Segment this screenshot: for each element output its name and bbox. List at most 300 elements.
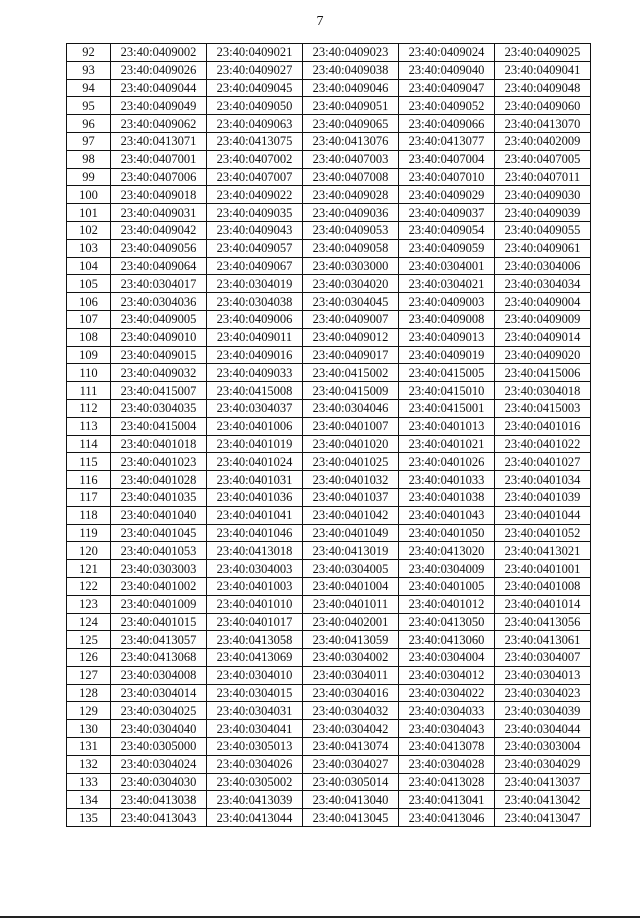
cadastral-code-cell: 23:40:0304038 <box>207 293 303 311</box>
cadastral-code-cell: 23:40:0409062 <box>111 115 207 133</box>
cadastral-code-cell: 23:40:0304013 <box>495 666 591 684</box>
cadastral-code-cell: 23:40:0409027 <box>207 61 303 79</box>
row-number-cell: 121 <box>67 560 111 578</box>
cadastral-code-cell: 23:40:0401045 <box>111 524 207 542</box>
row-number-cell: 127 <box>67 666 111 684</box>
cadastral-code-cell: 23:40:0401018 <box>111 435 207 453</box>
cadastral-code-cell: 23:40:0409007 <box>303 310 399 328</box>
row-number-cell: 125 <box>67 631 111 649</box>
table-row <box>67 186 591 204</box>
cadastral-code-cell: 23:40:0304029 <box>495 755 591 773</box>
row-number-cell: 102 <box>67 221 111 239</box>
cadastral-code-cell: 23:40:0413047 <box>495 809 591 827</box>
cadastral-code-cell: 23:40:0304043 <box>399 720 495 738</box>
cadastral-code-cell: 23:40:0409049 <box>111 97 207 115</box>
cadastral-code-cell: 23:40:0413058 <box>207 631 303 649</box>
cadastral-code-cell: 23:40:0401009 <box>111 595 207 613</box>
cadastral-code-cell: 23:40:0401007 <box>303 417 399 435</box>
cadastral-code-cell: 23:40:0305014 <box>303 773 399 791</box>
cadastral-code-cell: 23:40:0413021 <box>495 542 591 560</box>
table-row <box>67 738 591 756</box>
cadastral-code-cell: 23:40:0413059 <box>303 631 399 649</box>
cadastral-code-cell: 23:40:0304003 <box>207 560 303 578</box>
cadastral-code-cell: 23:40:0409011 <box>207 328 303 346</box>
cadastral-code-cell: 23:40:0409021 <box>207 44 303 62</box>
cadastral-code-cell: 23:40:0401001 <box>495 560 591 578</box>
cadastral-code-cell: 23:40:0304022 <box>399 684 495 702</box>
table-row <box>67 257 591 275</box>
cadastral-code-cell: 23:40:0415009 <box>303 382 399 400</box>
cadastral-code-cell: 23:40:0409042 <box>111 221 207 239</box>
cadastral-code-cell: 23:40:0304014 <box>111 684 207 702</box>
table-row <box>67 524 591 542</box>
cadastral-code-cell: 23:40:0413046 <box>399 809 495 827</box>
cadastral-code-cell: 23:40:0415001 <box>399 399 495 417</box>
table-row <box>67 471 591 489</box>
cadastral-code-cell: 23:40:0409015 <box>111 346 207 364</box>
cadastral-code-cell: 23:40:0407001 <box>111 150 207 168</box>
row-number-cell: 99 <box>67 168 111 186</box>
row-number-cell: 110 <box>67 364 111 382</box>
cadastral-code-cell: 23:40:0401005 <box>399 577 495 595</box>
cadastral-code-cell: 23:40:0409009 <box>495 310 591 328</box>
cadastral-code-cell: 23:40:0407008 <box>303 168 399 186</box>
cadastral-code-cell: 23:40:0413077 <box>399 132 495 150</box>
table-row <box>67 631 591 649</box>
table-row <box>67 382 591 400</box>
cadastral-code-cell: 23:40:0409020 <box>495 346 591 364</box>
cadastral-code-cell: 23:40:0409038 <box>303 61 399 79</box>
cadastral-code-cell: 23:40:0304026 <box>207 755 303 773</box>
cadastral-code-cell: 23:40:0305002 <box>207 773 303 791</box>
row-number-cell: 124 <box>67 613 111 631</box>
table-row <box>67 346 591 364</box>
cadastral-code-cell: 23:40:0409040 <box>399 61 495 79</box>
cadastral-code-cell: 23:40:0413069 <box>207 649 303 667</box>
cadastral-code-cell: 23:40:0409056 <box>111 239 207 257</box>
table-row <box>67 275 591 293</box>
cadastral-code-cell: 23:40:0413057 <box>111 631 207 649</box>
table-row <box>67 577 591 595</box>
cadastral-code-cell: 23:40:0415003 <box>495 399 591 417</box>
table-row <box>67 542 591 560</box>
row-number-cell: 111 <box>67 382 111 400</box>
row-number-cell: 101 <box>67 204 111 222</box>
table-row <box>67 684 591 702</box>
cadastral-code-cell: 23:40:0304031 <box>207 702 303 720</box>
cadastral-code-cell: 23:40:0409057 <box>207 239 303 257</box>
cadastral-code-cell: 23:40:0409052 <box>399 97 495 115</box>
cadastral-code-cell: 23:40:0413061 <box>495 631 591 649</box>
cadastral-code-cell: 23:40:0409036 <box>303 204 399 222</box>
table-row <box>67 453 591 471</box>
table-row <box>67 720 591 738</box>
cadastral-code-cell: 23:40:0409054 <box>399 221 495 239</box>
row-number-cell: 119 <box>67 524 111 542</box>
row-number-cell: 130 <box>67 720 111 738</box>
cadastral-code-cell: 23:40:0304027 <box>303 755 399 773</box>
cadastral-code-cell: 23:40:0413038 <box>111 791 207 809</box>
row-number-cell: 120 <box>67 542 111 560</box>
cadastral-code-cell: 23:40:0409047 <box>399 79 495 97</box>
cadastral-code-cell: 23:40:0401016 <box>495 417 591 435</box>
cadastral-code-cell: 23:40:0413043 <box>111 809 207 827</box>
cadastral-code-cell: 23:40:0402009 <box>495 132 591 150</box>
cadastral-code-cell: 23:40:0409055 <box>495 221 591 239</box>
row-number-cell: 135 <box>67 809 111 827</box>
row-number-cell: 106 <box>67 293 111 311</box>
cadastral-code-cell: 23:40:0401004 <box>303 577 399 595</box>
table-row <box>67 649 591 667</box>
cadastral-code-cell: 23:40:0401022 <box>495 435 591 453</box>
row-number-cell: 100 <box>67 186 111 204</box>
table-row <box>67 79 591 97</box>
cadastral-code-cell: 23:40:0304034 <box>495 275 591 293</box>
cadastral-code-cell: 23:40:0401038 <box>399 488 495 506</box>
row-number-cell: 122 <box>67 577 111 595</box>
row-number-cell: 108 <box>67 328 111 346</box>
cadastral-code-cell: 23:40:0413056 <box>495 613 591 631</box>
table-row <box>67 132 591 150</box>
cadastral-code-cell: 23:40:0304015 <box>207 684 303 702</box>
cadastral-code-cell: 23:40:0409058 <box>303 239 399 257</box>
cadastral-code-cell: 23:40:0304036 <box>111 293 207 311</box>
cadastral-code-cell: 23:40:0409053 <box>303 221 399 239</box>
cadastral-code-cell: 23:40:0409045 <box>207 79 303 97</box>
cadastral-code-cell: 23:40:0401050 <box>399 524 495 542</box>
cadastral-code-cell: 23:40:0409046 <box>303 79 399 97</box>
cadastral-code-cell: 23:40:0409006 <box>207 310 303 328</box>
cadastral-code-cell: 23:40:0407005 <box>495 150 591 168</box>
page-number: 7 <box>316 14 324 29</box>
cadastral-code-cell: 23:40:0409043 <box>207 221 303 239</box>
cadastral-code-cell: 23:40:0303003 <box>111 560 207 578</box>
table-row <box>67 595 591 613</box>
cadastral-code-cell: 23:40:0304042 <box>303 720 399 738</box>
cadastral-code-cell: 23:40:0409041 <box>495 61 591 79</box>
cadastral-code-cell: 23:40:0303000 <box>303 257 399 275</box>
row-number-cell: 131 <box>67 738 111 756</box>
table-row <box>67 560 591 578</box>
cadastral-code-cell: 23:40:0409039 <box>495 204 591 222</box>
row-number-cell: 123 <box>67 595 111 613</box>
cadastral-code-cell: 23:40:0304016 <box>303 684 399 702</box>
row-number-cell: 133 <box>67 773 111 791</box>
table-row <box>67 506 591 524</box>
row-number-cell: 96 <box>67 115 111 133</box>
cadastral-code-cell: 23:40:0407006 <box>111 168 207 186</box>
cadastral-code-cell: 23:40:0401037 <box>303 488 399 506</box>
row-number-cell: 115 <box>67 453 111 471</box>
table-row <box>67 150 591 168</box>
table-row <box>67 115 591 133</box>
cadastral-code-cell: 23:40:0415004 <box>111 417 207 435</box>
cadastral-code-cell: 23:40:0409026 <box>111 61 207 79</box>
cadastral-code-cell: 23:40:0409017 <box>303 346 399 364</box>
cadastral-code-cell: 23:40:0304002 <box>303 649 399 667</box>
cadastral-code-cell: 23:40:0409051 <box>303 97 399 115</box>
cadastral-code-cell: 23:40:0401023 <box>111 453 207 471</box>
cadastral-code-cell: 23:40:0413019 <box>303 542 399 560</box>
row-number-cell: 113 <box>67 417 111 435</box>
cadastral-code-cell: 23:40:0409065 <box>303 115 399 133</box>
cadastral-code-cell: 23:40:0305000 <box>111 738 207 756</box>
table-row <box>67 702 591 720</box>
cadastral-code-cell: 23:40:0413071 <box>111 132 207 150</box>
cadastral-code-cell: 23:40:0409005 <box>111 310 207 328</box>
cadastral-table <box>66 43 591 827</box>
cadastral-code-cell: 23:40:0415005 <box>399 364 495 382</box>
cadastral-code-cell: 23:40:0401044 <box>495 506 591 524</box>
cadastral-code-cell: 23:40:0413018 <box>207 542 303 560</box>
cadastral-code-cell: 23:40:0409025 <box>495 44 591 62</box>
page-bottom-edge <box>0 916 640 918</box>
table-row <box>67 221 591 239</box>
cadastral-code-cell: 23:40:0304044 <box>495 720 591 738</box>
cadastral-code-cell: 23:40:0304037 <box>207 399 303 417</box>
row-number-cell: 116 <box>67 471 111 489</box>
table-row <box>67 310 591 328</box>
cadastral-code-cell: 23:40:0304046 <box>303 399 399 417</box>
cadastral-code-cell: 23:40:0409061 <box>495 239 591 257</box>
cadastral-code-cell: 23:40:0413039 <box>207 791 303 809</box>
cadastral-code-cell: 23:40:0407003 <box>303 150 399 168</box>
cadastral-code-cell: 23:40:0304005 <box>303 560 399 578</box>
cadastral-code-cell: 23:40:0409037 <box>399 204 495 222</box>
cadastral-code-cell: 23:40:0401039 <box>495 488 591 506</box>
row-number-cell: 118 <box>67 506 111 524</box>
cadastral-code-cell: 23:40:0304001 <box>399 257 495 275</box>
row-number-cell: 117 <box>67 488 111 506</box>
cadastral-code-cell: 23:40:0304045 <box>303 293 399 311</box>
row-number-cell: 126 <box>67 649 111 667</box>
cadastral-code-cell: 23:40:0401036 <box>207 488 303 506</box>
cadastral-code-cell: 23:40:0413074 <box>303 738 399 756</box>
table-body <box>67 44 591 827</box>
cadastral-code-cell: 23:40:0401046 <box>207 524 303 542</box>
cadastral-code-cell: 23:40:0413075 <box>207 132 303 150</box>
cadastral-code-cell: 23:40:0304017 <box>111 275 207 293</box>
cadastral-code-cell: 23:40:0401026 <box>399 453 495 471</box>
table-row <box>67 791 591 809</box>
row-number-cell: 93 <box>67 61 111 79</box>
cadastral-code-cell: 23:40:0401028 <box>111 471 207 489</box>
cadastral-code-cell: 23:40:0401021 <box>399 435 495 453</box>
row-number-cell: 114 <box>67 435 111 453</box>
cadastral-code-cell: 23:40:0407010 <box>399 168 495 186</box>
cadastral-code-cell: 23:40:0401015 <box>111 613 207 631</box>
table-row <box>67 204 591 222</box>
cadastral-code-cell: 23:40:0413068 <box>111 649 207 667</box>
table-row <box>67 417 591 435</box>
cadastral-code-cell: 23:40:0409008 <box>399 310 495 328</box>
cadastral-code-cell: 23:40:0401010 <box>207 595 303 613</box>
cadastral-code-cell: 23:40:0304040 <box>111 720 207 738</box>
cadastral-code-cell: 23:40:0409050 <box>207 97 303 115</box>
cadastral-code-cell: 23:40:0409059 <box>399 239 495 257</box>
table-row <box>67 755 591 773</box>
table-row <box>67 435 591 453</box>
cadastral-code-cell: 23:40:0415002 <box>303 364 399 382</box>
row-number-cell: 112 <box>67 399 111 417</box>
cadastral-code-cell: 23:40:0413076 <box>303 132 399 150</box>
cadastral-code-cell: 23:40:0401008 <box>495 577 591 595</box>
cadastral-code-cell: 23:40:0304019 <box>207 275 303 293</box>
cadastral-code-cell: 23:40:0401042 <box>303 506 399 524</box>
cadastral-code-cell: 23:40:0401024 <box>207 453 303 471</box>
row-number-cell: 94 <box>67 79 111 97</box>
cadastral-code-cell: 23:40:0304021 <box>399 275 495 293</box>
cadastral-code-cell: 23:40:0409067 <box>207 257 303 275</box>
cadastral-code-cell: 23:40:0409016 <box>207 346 303 364</box>
cadastral-code-cell: 23:40:0401053 <box>111 542 207 560</box>
cadastral-code-cell: 23:40:0401035 <box>111 488 207 506</box>
row-number-cell: 103 <box>67 239 111 257</box>
cadastral-code-cell: 23:40:0409044 <box>111 79 207 97</box>
cadastral-code-cell: 23:40:0304012 <box>399 666 495 684</box>
cadastral-code-cell: 23:40:0409030 <box>495 186 591 204</box>
cadastral-code-cell: 23:40:0415008 <box>207 382 303 400</box>
cadastral-code-cell: 23:40:0304033 <box>399 702 495 720</box>
row-number-cell: 95 <box>67 97 111 115</box>
cadastral-code-cell: 23:40:0409010 <box>111 328 207 346</box>
cadastral-code-cell: 23:40:0401033 <box>399 471 495 489</box>
cadastral-code-cell: 23:40:0409024 <box>399 44 495 62</box>
table-row <box>67 488 591 506</box>
cadastral-code-cell: 23:40:0304010 <box>207 666 303 684</box>
cadastral-code-cell: 23:40:0409023 <box>303 44 399 62</box>
cadastral-code-cell: 23:40:0409012 <box>303 328 399 346</box>
cadastral-code-cell: 23:40:0409018 <box>111 186 207 204</box>
cadastral-code-cell: 23:40:0409063 <box>207 115 303 133</box>
cadastral-code-cell: 23:40:0401013 <box>399 417 495 435</box>
cadastral-code-cell: 23:40:0303004 <box>495 738 591 756</box>
table-row <box>67 61 591 79</box>
cadastral-code-cell: 23:40:0413028 <box>399 773 495 791</box>
cadastral-code-cell: 23:40:0401032 <box>303 471 399 489</box>
cadastral-code-cell: 23:40:0409002 <box>111 44 207 62</box>
cadastral-code-cell: 23:40:0415010 <box>399 382 495 400</box>
table-row <box>67 773 591 791</box>
cadastral-code-cell: 23:40:0304030 <box>111 773 207 791</box>
cadastral-code-cell: 23:40:0409064 <box>111 257 207 275</box>
cadastral-code-cell: 23:40:0401049 <box>303 524 399 542</box>
row-number-cell: 98 <box>67 150 111 168</box>
cadastral-code-cell: 23:40:0409013 <box>399 328 495 346</box>
row-number-cell: 128 <box>67 684 111 702</box>
table-row <box>67 328 591 346</box>
row-number-cell: 92 <box>67 44 111 62</box>
cadastral-code-cell: 23:40:0401052 <box>495 524 591 542</box>
row-number-cell: 134 <box>67 791 111 809</box>
cadastral-code-cell: 23:40:0415006 <box>495 364 591 382</box>
cadastral-code-cell: 23:40:0413044 <box>207 809 303 827</box>
row-number-cell: 129 <box>67 702 111 720</box>
cadastral-code-cell: 23:40:0401003 <box>207 577 303 595</box>
table-row <box>67 364 591 382</box>
cadastral-code-cell: 23:40:0304009 <box>399 560 495 578</box>
cadastral-code-cell: 23:40:0401020 <box>303 435 399 453</box>
cadastral-code-cell: 23:40:0304035 <box>111 399 207 417</box>
cadastral-code-cell: 23:40:0401006 <box>207 417 303 435</box>
cadastral-code-cell: 23:40:0413050 <box>399 613 495 631</box>
cadastral-code-cell: 23:40:0401002 <box>111 577 207 595</box>
cadastral-code-cell: 23:40:0402001 <box>303 613 399 631</box>
cadastral-code-cell: 23:40:0401019 <box>207 435 303 453</box>
cadastral-code-cell: 23:40:0401031 <box>207 471 303 489</box>
cadastral-code-cell: 23:40:0409029 <box>399 186 495 204</box>
cadastral-code-cell: 23:40:0407004 <box>399 150 495 168</box>
cadastral-code-cell: 23:40:0409028 <box>303 186 399 204</box>
cadastral-code-cell: 23:40:0304020 <box>303 275 399 293</box>
cadastral-code-cell: 23:40:0401040 <box>111 506 207 524</box>
table-row <box>67 97 591 115</box>
cadastral-code-cell: 23:40:0304032 <box>303 702 399 720</box>
cadastral-code-cell: 23:40:0409014 <box>495 328 591 346</box>
cadastral-code-cell: 23:40:0304011 <box>303 666 399 684</box>
cadastral-code-cell: 23:40:0304007 <box>495 649 591 667</box>
table-row <box>67 293 591 311</box>
cadastral-code-cell: 23:40:0409031 <box>111 204 207 222</box>
cadastral-code-cell: 23:40:0413042 <box>495 791 591 809</box>
cadastral-code-cell: 23:40:0401017 <box>207 613 303 631</box>
table-row <box>67 666 591 684</box>
row-number-cell: 107 <box>67 310 111 328</box>
cadastral-code-cell: 23:40:0401012 <box>399 595 495 613</box>
cadastral-code-cell: 23:40:0304004 <box>399 649 495 667</box>
cadastral-code-cell: 23:40:0409019 <box>399 346 495 364</box>
cadastral-code-cell: 23:40:0409032 <box>111 364 207 382</box>
cadastral-code-cell: 23:40:0413040 <box>303 791 399 809</box>
table-row <box>67 44 591 62</box>
cadastral-code-cell: 23:40:0413060 <box>399 631 495 649</box>
cadastral-code-cell: 23:40:0304024 <box>111 755 207 773</box>
cadastral-code-cell: 23:40:0401014 <box>495 595 591 613</box>
cadastral-code-cell: 23:40:0413020 <box>399 542 495 560</box>
cadastral-code-cell: 23:40:0413078 <box>399 738 495 756</box>
cadastral-code-cell: 23:40:0305013 <box>207 738 303 756</box>
cadastral-code-cell: 23:40:0304025 <box>111 702 207 720</box>
cadastral-code-cell: 23:40:0409066 <box>399 115 495 133</box>
cadastral-code-cell: 23:40:0304039 <box>495 702 591 720</box>
cadastral-code-cell: 23:40:0409003 <box>399 293 495 311</box>
cadastral-code-cell: 23:40:0407011 <box>495 168 591 186</box>
cadastral-code-cell: 23:40:0304006 <box>495 257 591 275</box>
table-row <box>67 168 591 186</box>
cadastral-code-cell: 23:40:0409060 <box>495 97 591 115</box>
cadastral-code-cell: 23:40:0304018 <box>495 382 591 400</box>
cadastral-code-cell: 23:40:0409004 <box>495 293 591 311</box>
row-number-cell: 104 <box>67 257 111 275</box>
table-row <box>67 399 591 417</box>
row-number-cell: 105 <box>67 275 111 293</box>
cadastral-code-cell: 23:40:0413041 <box>399 791 495 809</box>
cadastral-code-cell: 23:40:0304041 <box>207 720 303 738</box>
cadastral-code-cell: 23:40:0401034 <box>495 471 591 489</box>
cadastral-code-cell: 23:40:0409048 <box>495 79 591 97</box>
cadastral-code-cell: 23:40:0413070 <box>495 115 591 133</box>
cadastral-code-cell: 23:40:0407002 <box>207 150 303 168</box>
cadastral-code-cell: 23:40:0409035 <box>207 204 303 222</box>
row-number-cell: 97 <box>67 132 111 150</box>
row-number-cell: 132 <box>67 755 111 773</box>
cadastral-code-cell: 23:40:0415007 <box>111 382 207 400</box>
cadastral-code-cell: 23:40:0413045 <box>303 809 399 827</box>
cadastral-code-cell: 23:40:0304023 <box>495 684 591 702</box>
cadastral-code-cell: 23:40:0401043 <box>399 506 495 524</box>
table-row <box>67 239 591 257</box>
cadastral-code-cell: 23:40:0304028 <box>399 755 495 773</box>
